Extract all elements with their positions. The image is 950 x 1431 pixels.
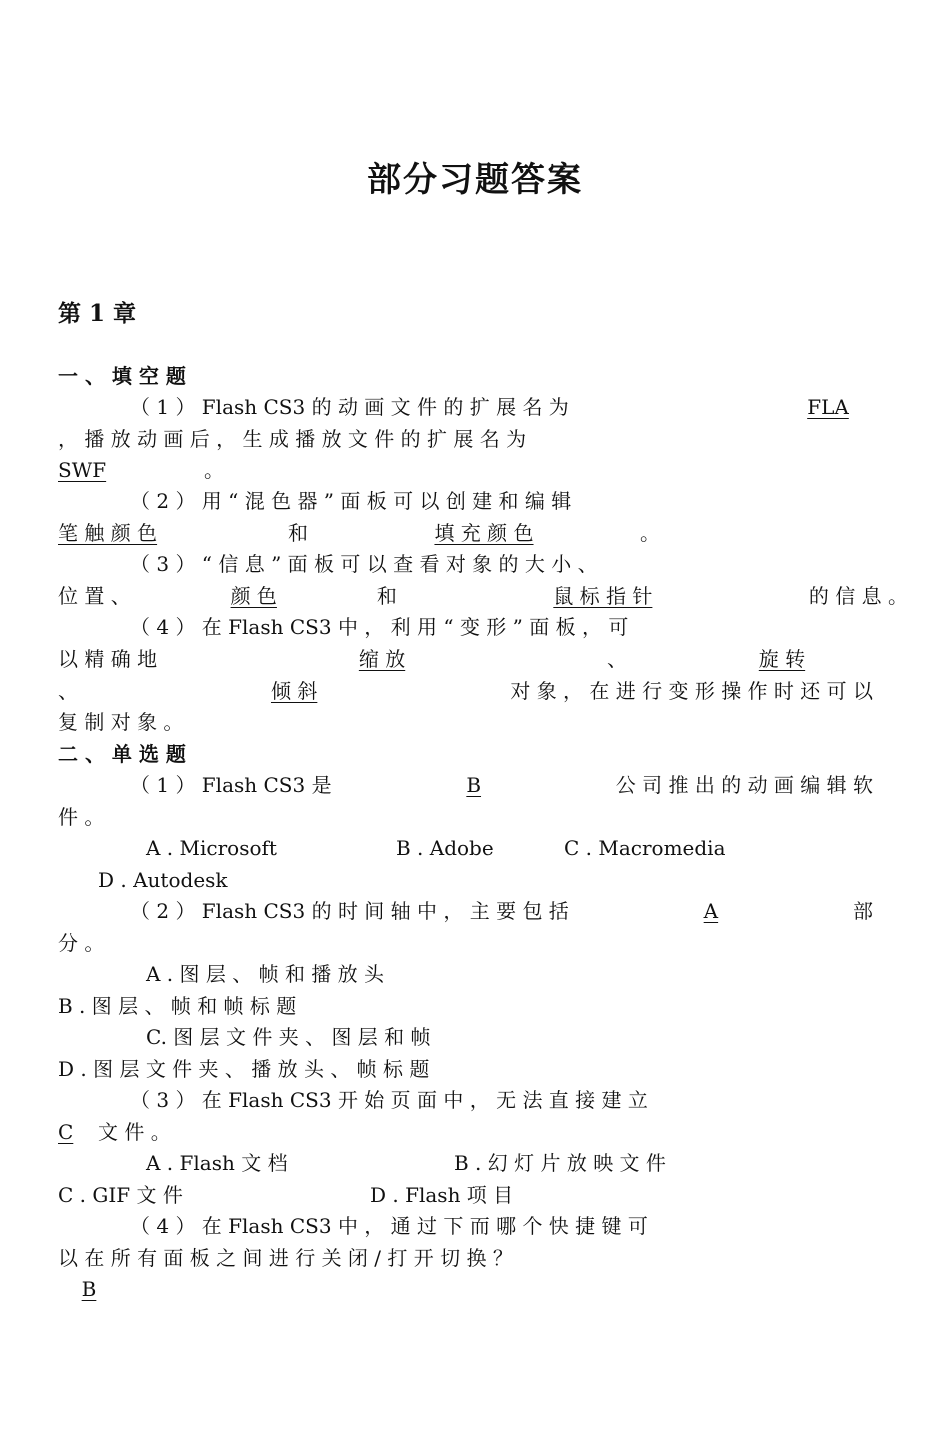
s2-q1-line1 — [58, 769, 873, 801]
s2-q1-options-abc — [58, 832, 798, 864]
s2-q2-option-b-line — [58, 990, 873, 1022]
s2-q2-option-a-line — [58, 958, 873, 990]
s2-q3-line2 — [58, 1116, 873, 1148]
s2-q3-line1 — [58, 1084, 873, 1116]
s2-q1-options-d — [58, 864, 873, 896]
s2-q2-text: （ 2 ） Flash CS3 的 时 间 轴 中 ， 主 要 包 括 — [130, 899, 569, 923]
s2-q4-line1 — [58, 1210, 873, 1242]
s1-q4-l3-start: 、 — [58, 679, 78, 703]
s2-q3-text: （ 3 ） 在 Flash CS3 开 始 页 面 中 ， 无 法 直 接 建 立 — [130, 1088, 648, 1112]
s2-q2-option-c: C. 图 层 文 件 夹 、 图 层 和 帧 — [146, 1025, 431, 1049]
s1-q4-answer2: 旋 转 — [758, 647, 806, 671]
s2-q2-option-b: B . 图 层 、 帧 和 帧 标 题 — [58, 994, 297, 1018]
s2-q2-line1 — [58, 895, 873, 927]
section-heading-single-choice: 二 、 单 选 题 — [58, 742, 186, 766]
s1-q1-line1 — [58, 391, 873, 423]
s1-q2-end: 。 — [640, 521, 660, 545]
s2-q1-option-c: C . Macromedia — [564, 836, 726, 860]
s1-q4-line4 — [58, 706, 873, 738]
s1-q1-line3 — [58, 454, 873, 486]
s1-q4-l4: 复 制 对 象 。 — [58, 710, 184, 734]
s2-q2-option-d-line — [58, 1053, 873, 1085]
s2-q4-l2: 以 在 所 有 面 板 之 间 进 行 关 闭 / 打 开 切 换 ？ — [58, 1246, 513, 1270]
s1-q2-line1 — [58, 485, 873, 517]
s1-q1-end: 。 — [204, 458, 224, 482]
s1-q2-answer1: 笔 触 颜 色 — [58, 521, 158, 545]
s1-q1-text: （ 1 ） Flash CS3 的 动 画 文 件 的 扩 展 名 为 — [130, 395, 569, 419]
s2-q3-answer: C — [58, 1120, 74, 1144]
s2-q2-l2: 分 。 — [58, 931, 105, 955]
s2-q1-answer: B — [466, 773, 482, 797]
s1-q1-text2: ， 播 放 动 画 后 ， 生 成 播 放 文 件 的 扩 展 名 为 — [58, 427, 527, 451]
s1-q4-start: 以 精 确 地 — [58, 647, 158, 671]
s1-q4-line3 — [58, 675, 873, 707]
s2-q4-answer: B — [81, 1277, 97, 1301]
s2-q2-option-d: D . 图 层 文 件 夹 、 播 放 头 、 帧 标 题 — [58, 1057, 430, 1081]
s1-q4-line2 — [58, 643, 898, 675]
s2-q3-option-c: C . GIF 文 件 — [58, 1183, 183, 1207]
s2-q3-option-d: D . Flash 项 目 — [370, 1183, 514, 1207]
s1-q1-line2 — [58, 423, 873, 455]
s1-q2-mid: 和 — [288, 521, 308, 545]
s2-q1-line2 — [58, 801, 873, 833]
s1-q2-line2 — [58, 517, 873, 549]
s1-q3-end: 的 信 息 。 — [808, 584, 908, 608]
s1-q2-answer2: 填 充 颜 色 — [434, 521, 534, 545]
s1-q3-start: 位 置 、 — [58, 584, 131, 608]
s2-q4-line2 — [58, 1242, 873, 1274]
s2-q3-option-b: B . 幻 灯 片 放 映 文 件 — [454, 1151, 666, 1175]
s1-q3-answer2: 鼠 标 指 针 — [553, 584, 653, 608]
s1-q4-line1 — [58, 611, 873, 643]
s2-q3-options-cd — [58, 1179, 873, 1211]
s1-q1-answer-swf: SWF — [58, 458, 107, 482]
s2-q4-line3 — [58, 1273, 873, 1305]
s1-q1-answer-fla: FLA — [807, 395, 849, 419]
s2-q2-line2 — [58, 927, 873, 959]
s2-q3-end: 文 件 。 — [98, 1120, 171, 1144]
s2-q4-text: （ 4 ） 在 Flash CS3 中 ， 通 过 下 而 哪 个 快 捷 键 可 — [130, 1214, 648, 1238]
s2-q1-end: 公 司 推 出 的 动 画 编 辑 软 — [615, 773, 873, 797]
s2-q1-text: （ 1 ） Flash CS3 是 — [130, 773, 332, 797]
s1-q3-line1 — [58, 548, 873, 580]
s1-q3-mid: 和 — [376, 584, 397, 608]
s2-q1-l2: 件 。 — [58, 805, 105, 829]
s1-q4-answer3: 倾 斜 — [270, 679, 318, 703]
s2-q3-option-a: A . Flash 文 档 — [146, 1151, 288, 1175]
s2-q1-option-a: A . Microsoft — [146, 836, 277, 860]
page-title: 部分习题答案 — [367, 160, 583, 200]
s2-q3-options-ab — [58, 1147, 873, 1179]
s1-q3-line2 — [58, 580, 908, 612]
s1-q2-text: （ 2 ） 用 “ 混 色 器 ” 面 板 可 以 创 建 和 编 辑 — [130, 489, 572, 513]
section-heading-fill-blank: 一 、 填 空 题 — [58, 364, 186, 388]
s2-q2-end: 部 — [853, 899, 873, 923]
s2-q2-option-c-line — [58, 1021, 873, 1053]
s2-q2-option-a: A . 图 层 、 帧 和 播 放 头 — [146, 962, 385, 986]
chapter-heading: 第 1 章 — [58, 300, 137, 327]
s1-q4-l3-end: 对 象 ， 在 进 行 变 形 操 作 时 还 可 以 — [510, 679, 873, 703]
s1-q3-text: （ 3 ） “ 信 息 ” 面 板 可 以 查 看 对 象 的 大 小 、 — [130, 552, 598, 576]
s2-q2-answer: A — [703, 899, 719, 923]
s1-q4-text: （ 4 ） 在 Flash CS3 中 ， 利 用 “ 变 形 ” 面 板 ， 可 — [130, 615, 629, 639]
s2-q1-option-d: D . Autodesk — [98, 868, 228, 892]
s1-q4-mid: 、 — [607, 647, 628, 671]
s1-q4-answer1: 缩 放 — [358, 647, 406, 671]
s1-q3-answer1: 颜 色 — [230, 584, 277, 608]
s2-q1-option-b: B . Adobe — [396, 836, 494, 860]
